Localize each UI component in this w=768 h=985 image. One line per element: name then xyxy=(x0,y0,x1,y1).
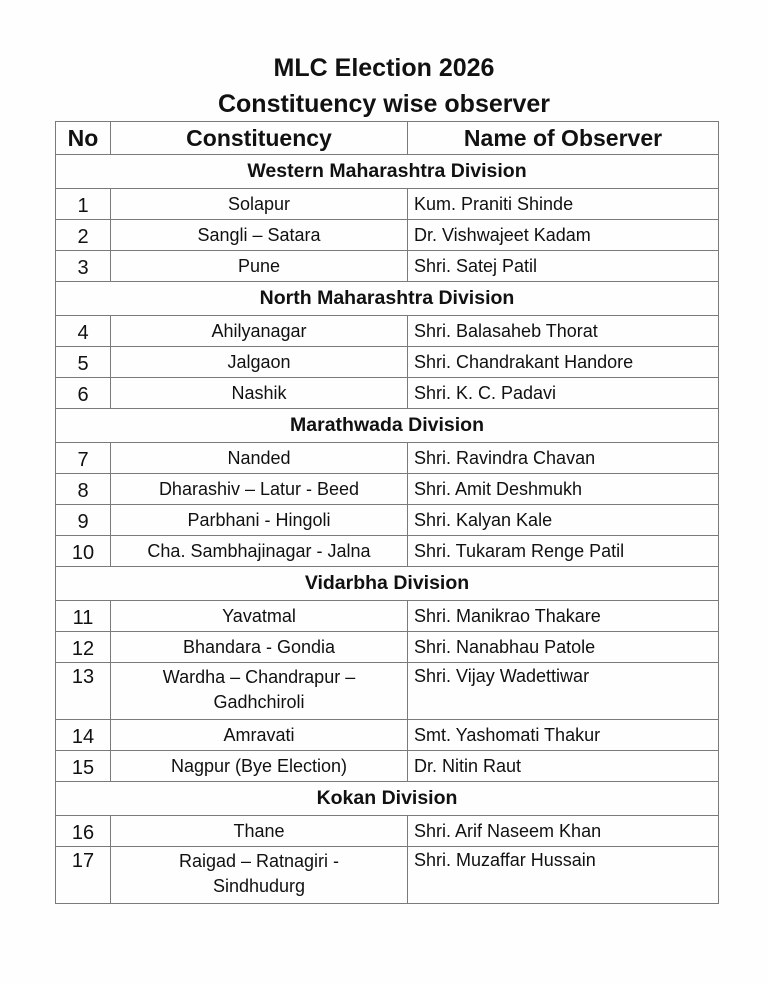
constituency-name-line: Gadhchiroli xyxy=(213,692,305,712)
constituency-cell xyxy=(111,505,408,536)
observer-name: Shri. Vijay Wadettiwar xyxy=(408,663,719,720)
row-number: 4 xyxy=(56,316,111,347)
row-number: 13 xyxy=(56,663,111,720)
observer-name: Shri. Nanabhau Patole xyxy=(408,632,719,663)
row-number: 8 xyxy=(56,474,111,505)
table-header-row xyxy=(56,122,719,155)
table-row xyxy=(56,601,719,632)
constituency-name-line: Parbhani - Hingoli xyxy=(187,509,331,530)
constituency-cell xyxy=(111,251,408,282)
table-row xyxy=(56,720,719,751)
table-row xyxy=(56,347,719,378)
observer-name: Shri. Balasaheb Thorat xyxy=(408,316,719,347)
observer-name: Kum. Praniti Shinde xyxy=(408,189,719,220)
constituency-name-line: Yavatmal xyxy=(222,605,296,626)
observer-name: Shri. Tukaram Renge Patil xyxy=(408,536,719,567)
table-row xyxy=(56,816,719,847)
table-row xyxy=(56,443,719,474)
table-row xyxy=(56,847,719,904)
observer-name: Shri. Muzaffar Hussain xyxy=(408,847,719,904)
observer-name: Shri. Arif Naseem Khan xyxy=(408,816,719,847)
division-row xyxy=(56,155,719,189)
observer-name: Shri. Satej Patil xyxy=(408,251,719,282)
table-row xyxy=(56,378,719,409)
table-row xyxy=(56,505,719,536)
row-number: 15 xyxy=(56,751,111,782)
constituency-name-line: Raigad – Ratnagiri - xyxy=(178,851,340,871)
constituency-name-line: Jalgaon xyxy=(227,351,291,372)
observer-name: Shri. Chandrakant Handore xyxy=(408,347,719,378)
constituency-name-line: Ahilyanagar xyxy=(211,320,307,341)
row-number: 2 xyxy=(56,220,111,251)
header-constituency: Constituency xyxy=(111,122,408,155)
row-number: 3 xyxy=(56,251,111,282)
row-number: 12 xyxy=(56,632,111,663)
constituency-name-line: Nashik xyxy=(231,382,287,403)
row-number: 9 xyxy=(56,505,111,536)
constituency-cell xyxy=(111,443,408,474)
constituency-cell xyxy=(111,220,408,251)
constituency-name-line: Bhandara - Gondia xyxy=(182,636,336,657)
table-row xyxy=(56,316,719,347)
division-row xyxy=(56,409,719,443)
table-row xyxy=(56,663,719,720)
table-row xyxy=(56,751,719,782)
constituency-cell xyxy=(111,632,408,663)
table-row xyxy=(56,536,719,567)
constituency-cell xyxy=(111,189,408,220)
division-row xyxy=(56,282,719,316)
constituency-name-line: Sindhudurg xyxy=(212,876,306,896)
division-heading: Kokan Division xyxy=(56,782,719,816)
constituency-name-line: Wardha – Chandrapur – xyxy=(162,667,356,687)
observer-name: Shri. Kalyan Kale xyxy=(408,505,719,536)
row-number: 10 xyxy=(56,536,111,567)
observer-name: Dr. Vishwajeet Kadam xyxy=(408,220,719,251)
row-number: 1 xyxy=(56,189,111,220)
constituency-cell xyxy=(111,720,408,751)
constituency-name-line: Dharashiv – Latur - Beed xyxy=(158,478,360,499)
row-number: 5 xyxy=(56,347,111,378)
division-heading: North Maharashtra Division xyxy=(56,282,719,316)
constituency-cell xyxy=(111,751,408,782)
constituency-cell xyxy=(111,536,408,567)
observer-name: Dr. Nitin Raut xyxy=(408,751,719,782)
division-row xyxy=(56,567,719,601)
document-subtitle: Constituency wise observer xyxy=(217,90,551,118)
constituency-cell xyxy=(111,847,408,904)
division-heading: Marathwada Division xyxy=(56,409,719,443)
constituency-name-line: Thane xyxy=(233,820,285,841)
constituency-name-line: Nagpur (Bye Election) xyxy=(170,755,348,776)
row-number: 16 xyxy=(56,816,111,847)
observer-name: Shri. Amit Deshmukh xyxy=(408,474,719,505)
constituency-name-line: Sangli – Satara xyxy=(197,224,321,245)
constituency-name-line: Solapur xyxy=(227,193,291,214)
constituency-cell xyxy=(111,316,408,347)
row-number: 11 xyxy=(56,601,111,632)
table-row xyxy=(56,632,719,663)
constituency-name-line: Cha. Sambhajinagar - Jalna xyxy=(147,540,371,561)
observer-name: Shri. K. C. Padavi xyxy=(408,378,719,409)
header-no: No xyxy=(56,122,111,155)
division-row xyxy=(56,782,719,816)
table-row xyxy=(56,251,719,282)
constituency-name-line: Pune xyxy=(237,255,281,276)
division-heading: Western Maharashtra Division xyxy=(56,155,719,189)
row-number: 17 xyxy=(56,847,111,904)
division-heading: Vidarbha Division xyxy=(56,567,719,601)
row-number: 7 xyxy=(56,443,111,474)
constituency-cell xyxy=(111,663,408,720)
table-row xyxy=(56,220,719,251)
constituency-cell xyxy=(111,347,408,378)
table-row xyxy=(56,189,719,220)
row-number: 6 xyxy=(56,378,111,409)
observer-name: Smt. Yashomati Thakur xyxy=(408,720,719,751)
constituency-name-line: Amravati xyxy=(223,724,295,745)
table-row xyxy=(56,474,719,505)
observer-name: Shri. Ravindra Chavan xyxy=(408,443,719,474)
constituency-name-line: Nanded xyxy=(227,447,291,468)
header-observer: Name of Observer xyxy=(408,122,719,155)
constituency-cell xyxy=(111,601,408,632)
row-number: 14 xyxy=(56,720,111,751)
observer-table xyxy=(55,121,719,904)
constituency-cell xyxy=(111,816,408,847)
constituency-cell xyxy=(111,378,408,409)
observer-name: Shri. Manikrao Thakare xyxy=(408,601,719,632)
document-title: MLC Election 2026 xyxy=(273,54,495,82)
table-body xyxy=(56,155,719,904)
constituency-cell xyxy=(111,474,408,505)
